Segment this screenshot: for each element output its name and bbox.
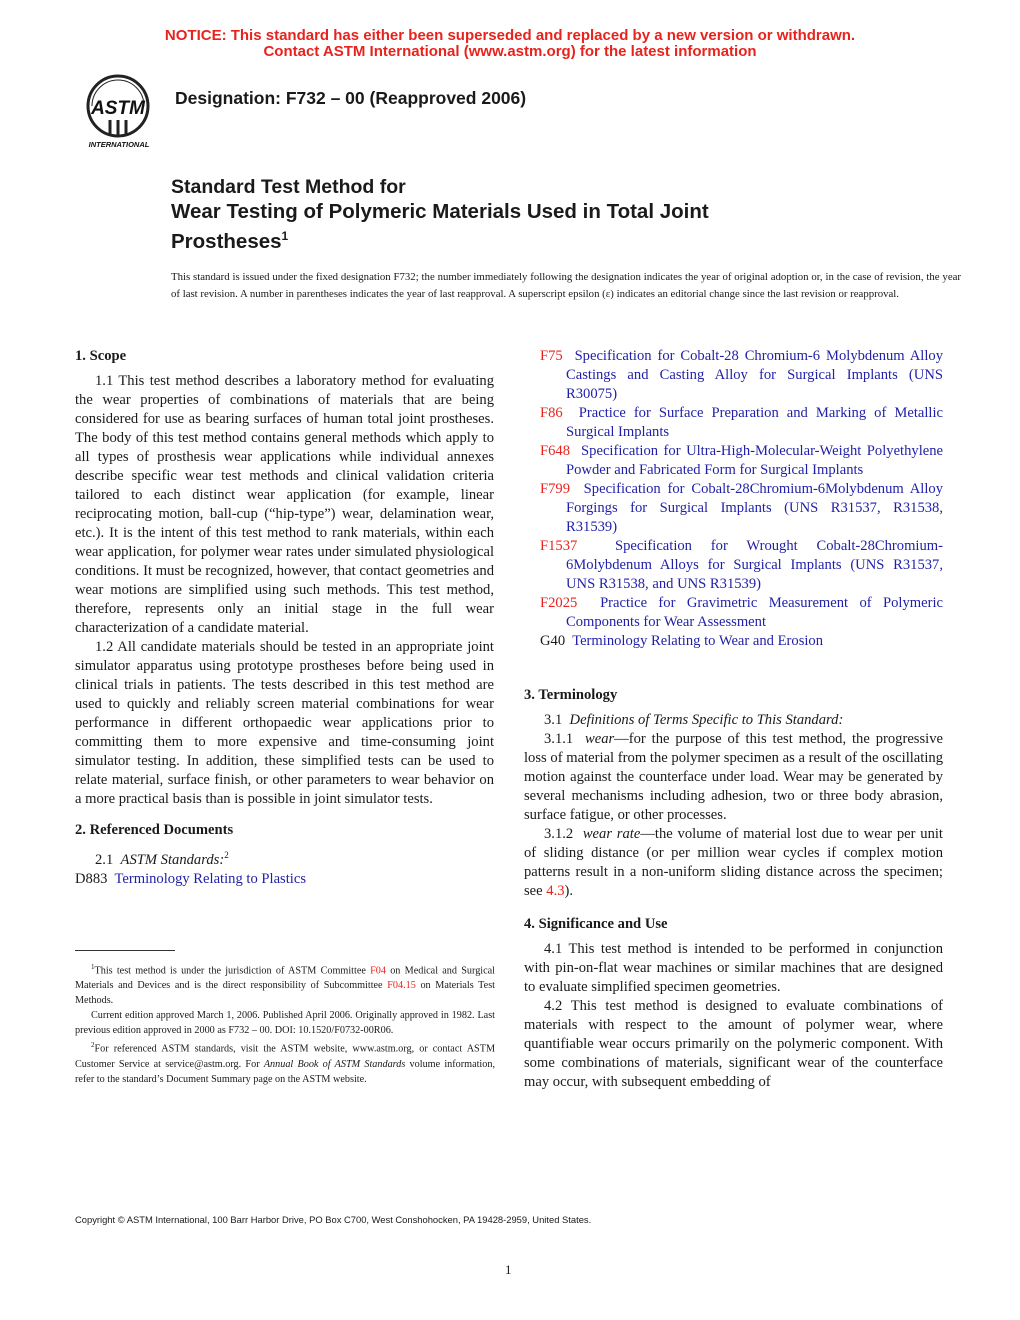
- para-4-2: 4.2 This test method is designed to evaluate combinations of materials with respect to the amount of polymer wear, where quantifiable wear occurs primarily on the polymeric component. With some combinations of materials, significant wear of the counterface may occur, with subsequent embedding of: [524, 998, 943, 1090]
- ref-item: [540, 594, 943, 632]
- footnote-2-text-b: volume information, refer to the standard’s Document Summary page on the ASTM website.: [75, 1058, 495, 1085]
- para-3-1-2-link[interactable]: 4.3: [546, 883, 565, 899]
- para-3-1-label: Definitions of Terms Specific to This Standard:: [569, 712, 844, 728]
- para-4-1: 4.1 This test method is intended to be performed in conjunction with pin-on-flat wear machines or similar machines that are designed to evaluate simplified specimen geometries.: [524, 941, 943, 995]
- section-1-heading: 1. Scope: [75, 348, 127, 364]
- para-3-1-num: 3.1: [544, 712, 563, 728]
- footnote-2-text-a: For referenced ASTM standards, visit the ASTM website, www.astm.org, or contact ASTM Customer Service at service@astm.org. For: [75, 1043, 495, 1070]
- footnote-1-text-a: This test method is under the jurisdiction of ASTM Committee: [94, 965, 371, 977]
- title-footnote-mark: 1: [281, 229, 289, 243]
- ref-item: [540, 480, 943, 537]
- footnote-1-edition: Current edition approved March 1, 2006. Published April 2006. Originally approved in 1982. Last previous edition approved in 2000 as F732 – 00. DOI: 10.1520/F0732-00R06.: [75, 1010, 495, 1037]
- footnotes: [75, 960, 495, 1087]
- ref-link[interactable]: Specification for Wrought Cobalt-28Chromium-6Molybdenum Alloys for Surgical Implants (UNS R31537, UNS R31538, and UNS R31539): [566, 538, 943, 592]
- ref-item: [540, 537, 943, 594]
- logo-subtext: INTERNATIONAL: [88, 140, 150, 149]
- ref-code[interactable]: F799: [540, 481, 571, 497]
- title-line-1: Standard Test Method for: [171, 176, 406, 198]
- page-number: 1: [505, 1262, 512, 1277]
- para-2-1-sup: 2: [224, 850, 229, 860]
- footnote-1-text-c: on Materials Test Methods.: [75, 980, 495, 1007]
- notice-line-1: NOTICE: This standard has either been superseded and replaced by a new version or withdrawn.: [164, 27, 856, 44]
- section-2-heading: 2. Referenced Documents: [75, 822, 234, 838]
- ref-code[interactable]: F75: [540, 348, 563, 364]
- title-main: [171, 200, 811, 254]
- para-1-1: 1.1 This test method describes a laboratory method for evaluating the wear properties of combinations of materials that are being considered for use as bearing surfaces of human total joint prostheses. The body of this test method contains general methods which apply to all types of prosthesis wear applications while individual annexes describe specific wear test methods and clinical validation criteria tailored to each distinct wear application (for example, linear reciprocating motion, ball-cup (“hip-type”) wear, delamination wear, etc.). It is the intent of this test method to rank materials, within each wear application, for polymer wear rates under simulated physiological conditions. It must be recognized, however, that contact geometries and wear motions are simplified using such methods. This test method, therefore, represents only an initial stage in the full wear characterization of a candidate material.: [75, 373, 494, 636]
- para-2-1-label: ASTM Standards:: [120, 851, 225, 868]
- footnote-divider: [75, 950, 175, 951]
- para-3-1-2-end: ).: [564, 883, 574, 899]
- ref-link[interactable]: Specification for Ultra-High-Molecular-Weight Polyethylene Powder and Fabricated Form for Surgical Implants: [566, 443, 944, 478]
- ref-link[interactable]: Practice for Gravimetric Measurement of Polymeric Components for Wear Assessment: [566, 595, 944, 630]
- section-4-heading: 4. Significance and Use: [524, 916, 668, 932]
- logo-text: ASTM: [91, 98, 145, 119]
- ref-link[interactable]: Specification for Cobalt-28 Chromium-6 Molybdenum Alloy Castings and Casting Alloy for Surgical Implants (UNS R30075): [566, 348, 943, 402]
- footnote-1-link-f0415[interactable]: F04.15: [387, 980, 416, 992]
- notice-line-2: Contact ASTM International (www.astm.org) for the latest information: [263, 43, 757, 60]
- para-3-1-2-num: 3.1.2: [544, 826, 574, 842]
- para-3-1-2-text: —the volume of material lost due to wear per unit of sliding distance (or per million wear cycles if complex motion patterns result in a non-uniform sliding distance across the specimen; see: [524, 826, 943, 899]
- copyright: Copyright © ASTM International, 100 Barr Harbor Drive, PO Box C700, West Conshohocken, PA 19428-2959, United States.: [75, 1214, 592, 1225]
- ref-item: [540, 347, 943, 404]
- para-2-1-num: 2.1: [95, 851, 114, 868]
- title-main-text: Wear Testing of Polymeric Materials Used in Total Joint Prostheses: [171, 200, 709, 253]
- ref-item: [540, 632, 943, 651]
- para-3-1-1-text: —for the purpose of this test method, the progressive loss of material from the polymer specimen as a result of the oscillating motion against the counterface under load. Wear may be generated by several mechanisms including adhesion, two or three body abrasion, surface fatigue, or other processes.: [524, 731, 943, 823]
- right-column-body: [524, 686, 943, 1092]
- ref-link[interactable]: Terminology Relating to Wear and Erosion: [572, 633, 824, 649]
- footnote-1-text-b: on Medical and Surgical Materials and Devices and is the direct responsibility of Subcommittee: [75, 965, 495, 992]
- ref-code: G40: [540, 633, 566, 649]
- left-column: [75, 347, 494, 889]
- section-3-heading: 3. Terminology: [524, 687, 618, 703]
- para-2-1: [75, 846, 494, 870]
- right-column-refs: [540, 347, 943, 651]
- para-1-2: 1.2 All candidate materials should be tested in an appropriate joint simulator apparatus using prototype prostheses before being used in clinical trials in patients. The tests described in this test method are used to quickly and reliably screen material combinations for wear performance in different orthopaedic wear applications prior to committing them to more expensive and time-consuming joint simulator testing. In addition, these simplified tests can be used to relate material, surface finish, or other parameters to wear behavior on a more practical basis than is possible in joint simulator tests.: [75, 639, 494, 807]
- ref-code[interactable]: F1537: [540, 538, 578, 554]
- para-3-1-1: [524, 730, 943, 825]
- footnote-1: [75, 960, 495, 1008]
- ref-item: [540, 442, 943, 480]
- issued-note: This standard is issued under the fixed designation F732; the number immediately following the designation indicates the year of original adoption or, in the case of revision, the year of last revision. A number in parentheses indicates the year of last reapproval. A superscript epsilon (ε) indicates an editorial change since the last revision or reapproval.: [171, 271, 961, 300]
- footnote-1-link-f04[interactable]: F04: [370, 965, 386, 977]
- para-3-1-1-term: wear: [584, 731, 615, 747]
- para-3-1: [524, 711, 943, 730]
- footnote-2-mark: 2: [91, 1041, 95, 1050]
- para-3-1-2-term: wear rate: [582, 826, 641, 842]
- para-3-1-2: [524, 825, 943, 901]
- astm-logo: [78, 70, 160, 150]
- footnote-1-mark: 1: [91, 963, 95, 971]
- ref-code: D883: [75, 870, 108, 887]
- footnote-2: [75, 1038, 495, 1086]
- footnote-2-italic: Annual Book of ASTM Standards: [263, 1058, 406, 1070]
- ref-code[interactable]: F648: [540, 443, 571, 459]
- ref-link[interactable]: Terminology Relating to Plastics: [114, 870, 306, 887]
- ref-item: [75, 870, 494, 889]
- ref-link[interactable]: Practice for Surface Preparation and Marking of Metallic Surgical Implants: [566, 405, 944, 440]
- ref-code[interactable]: F86: [540, 405, 563, 421]
- ref-code[interactable]: F2025: [540, 595, 578, 611]
- ref-link[interactable]: Specification for Cobalt-28Chromium-6Molybdenum Alloy Forgings for Surgical Implants (UNS R31537, R31538, R31539): [566, 481, 943, 535]
- para-3-1-1-num: 3.1.1: [544, 731, 574, 747]
- designation: Designation: F732 – 00 (Reapproved 2006): [175, 88, 527, 108]
- ref-item: [540, 404, 943, 442]
